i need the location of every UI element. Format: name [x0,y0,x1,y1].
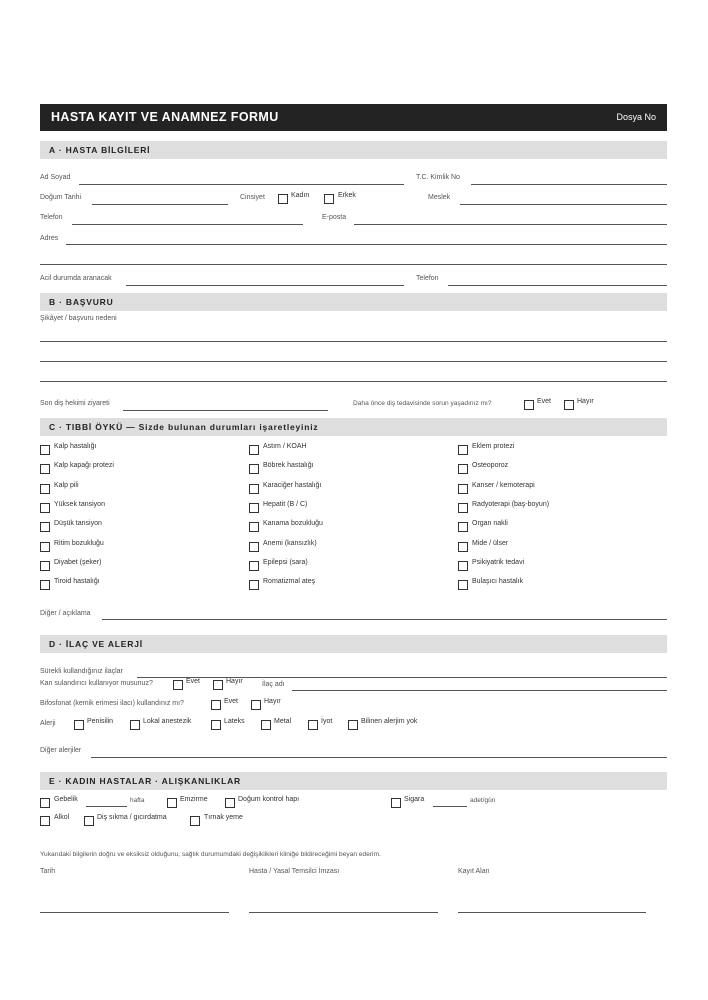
recorder-field[interactable] [458,912,646,913]
last-visit-label: Son diş hekimi ziyareti [40,400,110,407]
medical-other-field[interactable] [102,619,667,620]
date-field[interactable] [40,912,229,913]
medical-checkbox[interactable] [40,445,50,455]
section-d-header [40,635,667,653]
emergency-field[interactable] [126,285,404,286]
emergency-phone-label: Telefon [416,275,439,282]
allergy-option-label: Metal [274,718,292,725]
female-checkbox[interactable] [278,194,288,204]
job-label: Meslek [428,194,451,201]
birth-field[interactable] [92,204,228,205]
anticoag-no-label: Hayır [226,678,243,685]
drug-name-label: İlaç adı [262,681,285,688]
pregnancy-checkbox[interactable] [40,798,50,808]
medical-condition-label: Diyabet (şeker) [54,558,102,566]
section-a-title: A · HASTA BİLGİLERİ [49,145,151,155]
pregnancy-week-field[interactable] [86,806,127,807]
phone-field[interactable] [72,224,303,225]
form-header [40,104,667,131]
medical-checkbox[interactable] [458,484,468,494]
anticoag-no-checkbox[interactable] [213,680,223,690]
allergy-checkbox[interactable] [348,720,358,730]
grinding-checkbox[interactable] [84,816,94,826]
section-b-header [40,293,667,311]
section-a-header [40,141,667,159]
medical-condition-label: Organ nakli [472,520,508,528]
allergy-option-label: Lokal anestezik [143,718,192,725]
breastfeeding-label: Emzirme [180,796,208,803]
grinding-label: Diş sıkma / gıcırdatma [97,814,167,821]
medical-condition-label: Radyoterapi (baş-boyun) [472,500,550,508]
medical-condition-label: Mide / ülser [472,539,509,547]
phone-label: Telefon [40,214,63,221]
address-field-2[interactable] [40,264,667,265]
medical-other-label: Diğer / açıklama [40,610,91,617]
bisphos-yes-checkbox[interactable] [211,700,221,710]
anticoag-yes-label: Evet [186,678,201,685]
birth-label: Doğum Tarihi [40,194,82,201]
medical-checkbox[interactable] [458,561,468,571]
smoking-checkbox[interactable] [391,798,401,808]
allergy-checkbox[interactable] [261,720,271,730]
medical-checkbox[interactable] [40,484,50,494]
medical-checkbox[interactable] [458,580,468,590]
alcohol-checkbox[interactable] [40,816,50,826]
date-label: Tarih [40,868,56,875]
medical-checkbox[interactable] [40,464,50,474]
medical-condition-label: Kalp hastalığı [54,443,97,450]
other-allergy-label: Diğer alerjiler [40,747,82,754]
email-field[interactable] [354,224,667,225]
male-checkbox[interactable] [324,194,334,204]
prev-problem-yes-label: Evet [537,398,552,405]
medical-checkbox[interactable] [249,542,259,552]
nail-biting-checkbox[interactable] [190,816,200,826]
drug-name-field[interactable] [292,690,667,691]
section-c-title: C · TIBBİ ÖYKÜ — Sizde bulunan durumları işaretleyiniz [49,422,319,432]
name-label: Ad Soyad [40,174,71,181]
birth-control-label: Doğum kontrol hapı [238,796,300,803]
section-b-title: B · BAŞVURU [49,297,114,307]
file-no-label: Dosya No [616,112,656,122]
anticoag-yes-checkbox[interactable] [173,680,183,690]
email-label: E-posta [322,214,347,221]
medical-checkbox[interactable] [40,561,50,571]
name-field[interactable] [79,184,404,185]
form-title: HASTA KAYIT VE ANAMNEZ FORMU [51,110,279,124]
medical-condition-label: Hepatit (B / C) [263,500,308,508]
address-field-1[interactable] [66,244,667,245]
medical-condition-label: Astım / KOAH [263,443,307,450]
gender-label: Cinsiyet [240,194,265,201]
medical-condition-label: Kalp kapağı protezi [54,462,114,470]
prev-problem-no-checkbox[interactable] [564,400,574,410]
signature-field[interactable] [249,912,438,913]
medical-checkbox[interactable] [40,542,50,552]
medical-condition-label: Anemi (kansızlık) [263,539,317,547]
allergy-checkbox[interactable] [74,720,84,730]
meds-field[interactable] [137,677,667,678]
medical-checkbox[interactable] [40,522,50,532]
smoking-count-field[interactable] [433,806,467,807]
allergy-option-label: İyot [321,718,333,725]
medical-condition-label: Epilepsi (sara) [263,558,308,566]
bisphos-no-label: Hayır [264,698,281,705]
allergy-option-label: Lateks [224,718,245,725]
prev-problem-yes-checkbox[interactable] [524,400,534,410]
emergency-phone-field[interactable] [448,285,667,286]
week-label: hafta [130,797,145,804]
bisphos-yes-label: Evet [224,698,239,705]
complaint-label: Şikâyet / başvuru nedeni [40,315,117,322]
female-label: Kadın [291,192,310,199]
medical-checkbox[interactable] [458,445,468,455]
allergy-option-label: Bilinen alerjim yok [361,718,418,725]
tc-field[interactable] [471,184,667,185]
medical-condition-label: Eklem protezi [472,443,515,450]
medical-checkbox[interactable] [249,580,259,590]
section-e-header [40,772,667,790]
medical-condition-label: Tiroid hastalığı [54,578,100,586]
medical-condition-label: Düşük tansiyon [54,520,102,528]
section-d-title: D · İLAÇ VE ALERJİ [49,639,143,649]
medical-condition-label: Böbrek hastalığı [263,462,314,470]
medical-condition-label: Kanama bozukluğu [263,520,323,528]
pregnancy-label: Gebelik [54,796,78,803]
complaint-field-2[interactable] [40,361,667,362]
last-visit-field[interactable] [123,410,328,411]
medical-checkbox[interactable] [458,542,468,552]
other-allergy-field[interactable] [91,757,667,758]
male-label: Erkek [338,192,356,199]
breastfeeding-checkbox[interactable] [167,798,177,808]
medical-condition-label: Kanser / kemoterapi [472,481,535,489]
medical-condition-label: Psikiyatrik tedavi [472,558,525,566]
medical-condition-label: Kalp pili [54,481,79,489]
medical-checkbox[interactable] [249,445,259,455]
declaration-text: Yukarıdaki bilgilerin doğru ve eksiksiz olduğunu, sağlık durumumdaki değişiklikleri kliniğe bildireceğimi beyan ederim. [40,851,381,858]
medical-condition-label: Osteoporoz [472,462,509,470]
medical-checkbox[interactable] [458,503,468,513]
prev-problem-label: Daha önce diş tedavisinde sorun yaşadınız mı? [353,400,492,407]
medical-checkbox[interactable] [249,522,259,532]
allergy-checkbox[interactable] [130,720,140,730]
nail-biting-label: Tırnak yeme [204,814,243,821]
section-c-header [40,418,667,436]
allergy-checkbox[interactable] [211,720,221,730]
medical-checkbox[interactable] [249,561,259,571]
allergy-label: Alerji [40,720,56,727]
birth-control-checkbox[interactable] [225,798,235,808]
tc-label: T.C. Kimlik No [416,174,460,181]
medical-checkbox[interactable] [40,580,50,590]
job-field[interactable] [460,204,667,205]
medical-checkbox[interactable] [458,464,468,474]
recorder-label: Kayıt Alan [458,868,490,875]
medical-condition-label: Romatizmal ateş [263,578,316,586]
allergy-checkbox[interactable] [308,720,318,730]
medical-checkbox[interactable] [249,484,259,494]
medical-checkbox[interactable] [249,503,259,513]
medical-checkbox[interactable] [458,522,468,532]
smoking-label: Sigara [404,796,425,803]
medical-condition-label: Bulaşıcı hastalık [472,578,523,586]
emergency-label: Acil durumda aranacak [40,275,112,282]
per-day-label: adet/gün [470,797,496,804]
address-label: Adres [40,235,59,242]
prev-problem-no-label: Hayır [577,398,594,405]
allergy-option-label: Penisilin [87,718,114,725]
complaint-field-1[interactable] [40,341,667,342]
alcohol-label: Alkol [54,814,70,821]
medical-condition-label: Yüksek tansiyon [54,500,105,508]
medical-checkbox[interactable] [249,464,259,474]
bisphos-label: Bifosfonat (kemik erimesi ilacı) kullandınız mı? [40,700,184,707]
bisphos-no-checkbox[interactable] [251,700,261,710]
signature-label: Hasta / Yasal Temsilci İmzası [249,868,340,875]
medical-checkbox[interactable] [40,503,50,513]
anticoag-label: Kan sulandırıcı kullanıyor musunuz? [40,680,153,687]
medical-condition-label: Ritim bozukluğu [54,539,104,547]
complaint-field-3[interactable] [40,381,667,382]
medical-condition-label: Karaciğer hastalığı [263,481,322,489]
section-e-title: E · KADIN HASTALAR · ALIŞKANLIKLAR [49,776,241,786]
meds-label: Sürekli kullandığınız ilaçlar [40,668,123,675]
